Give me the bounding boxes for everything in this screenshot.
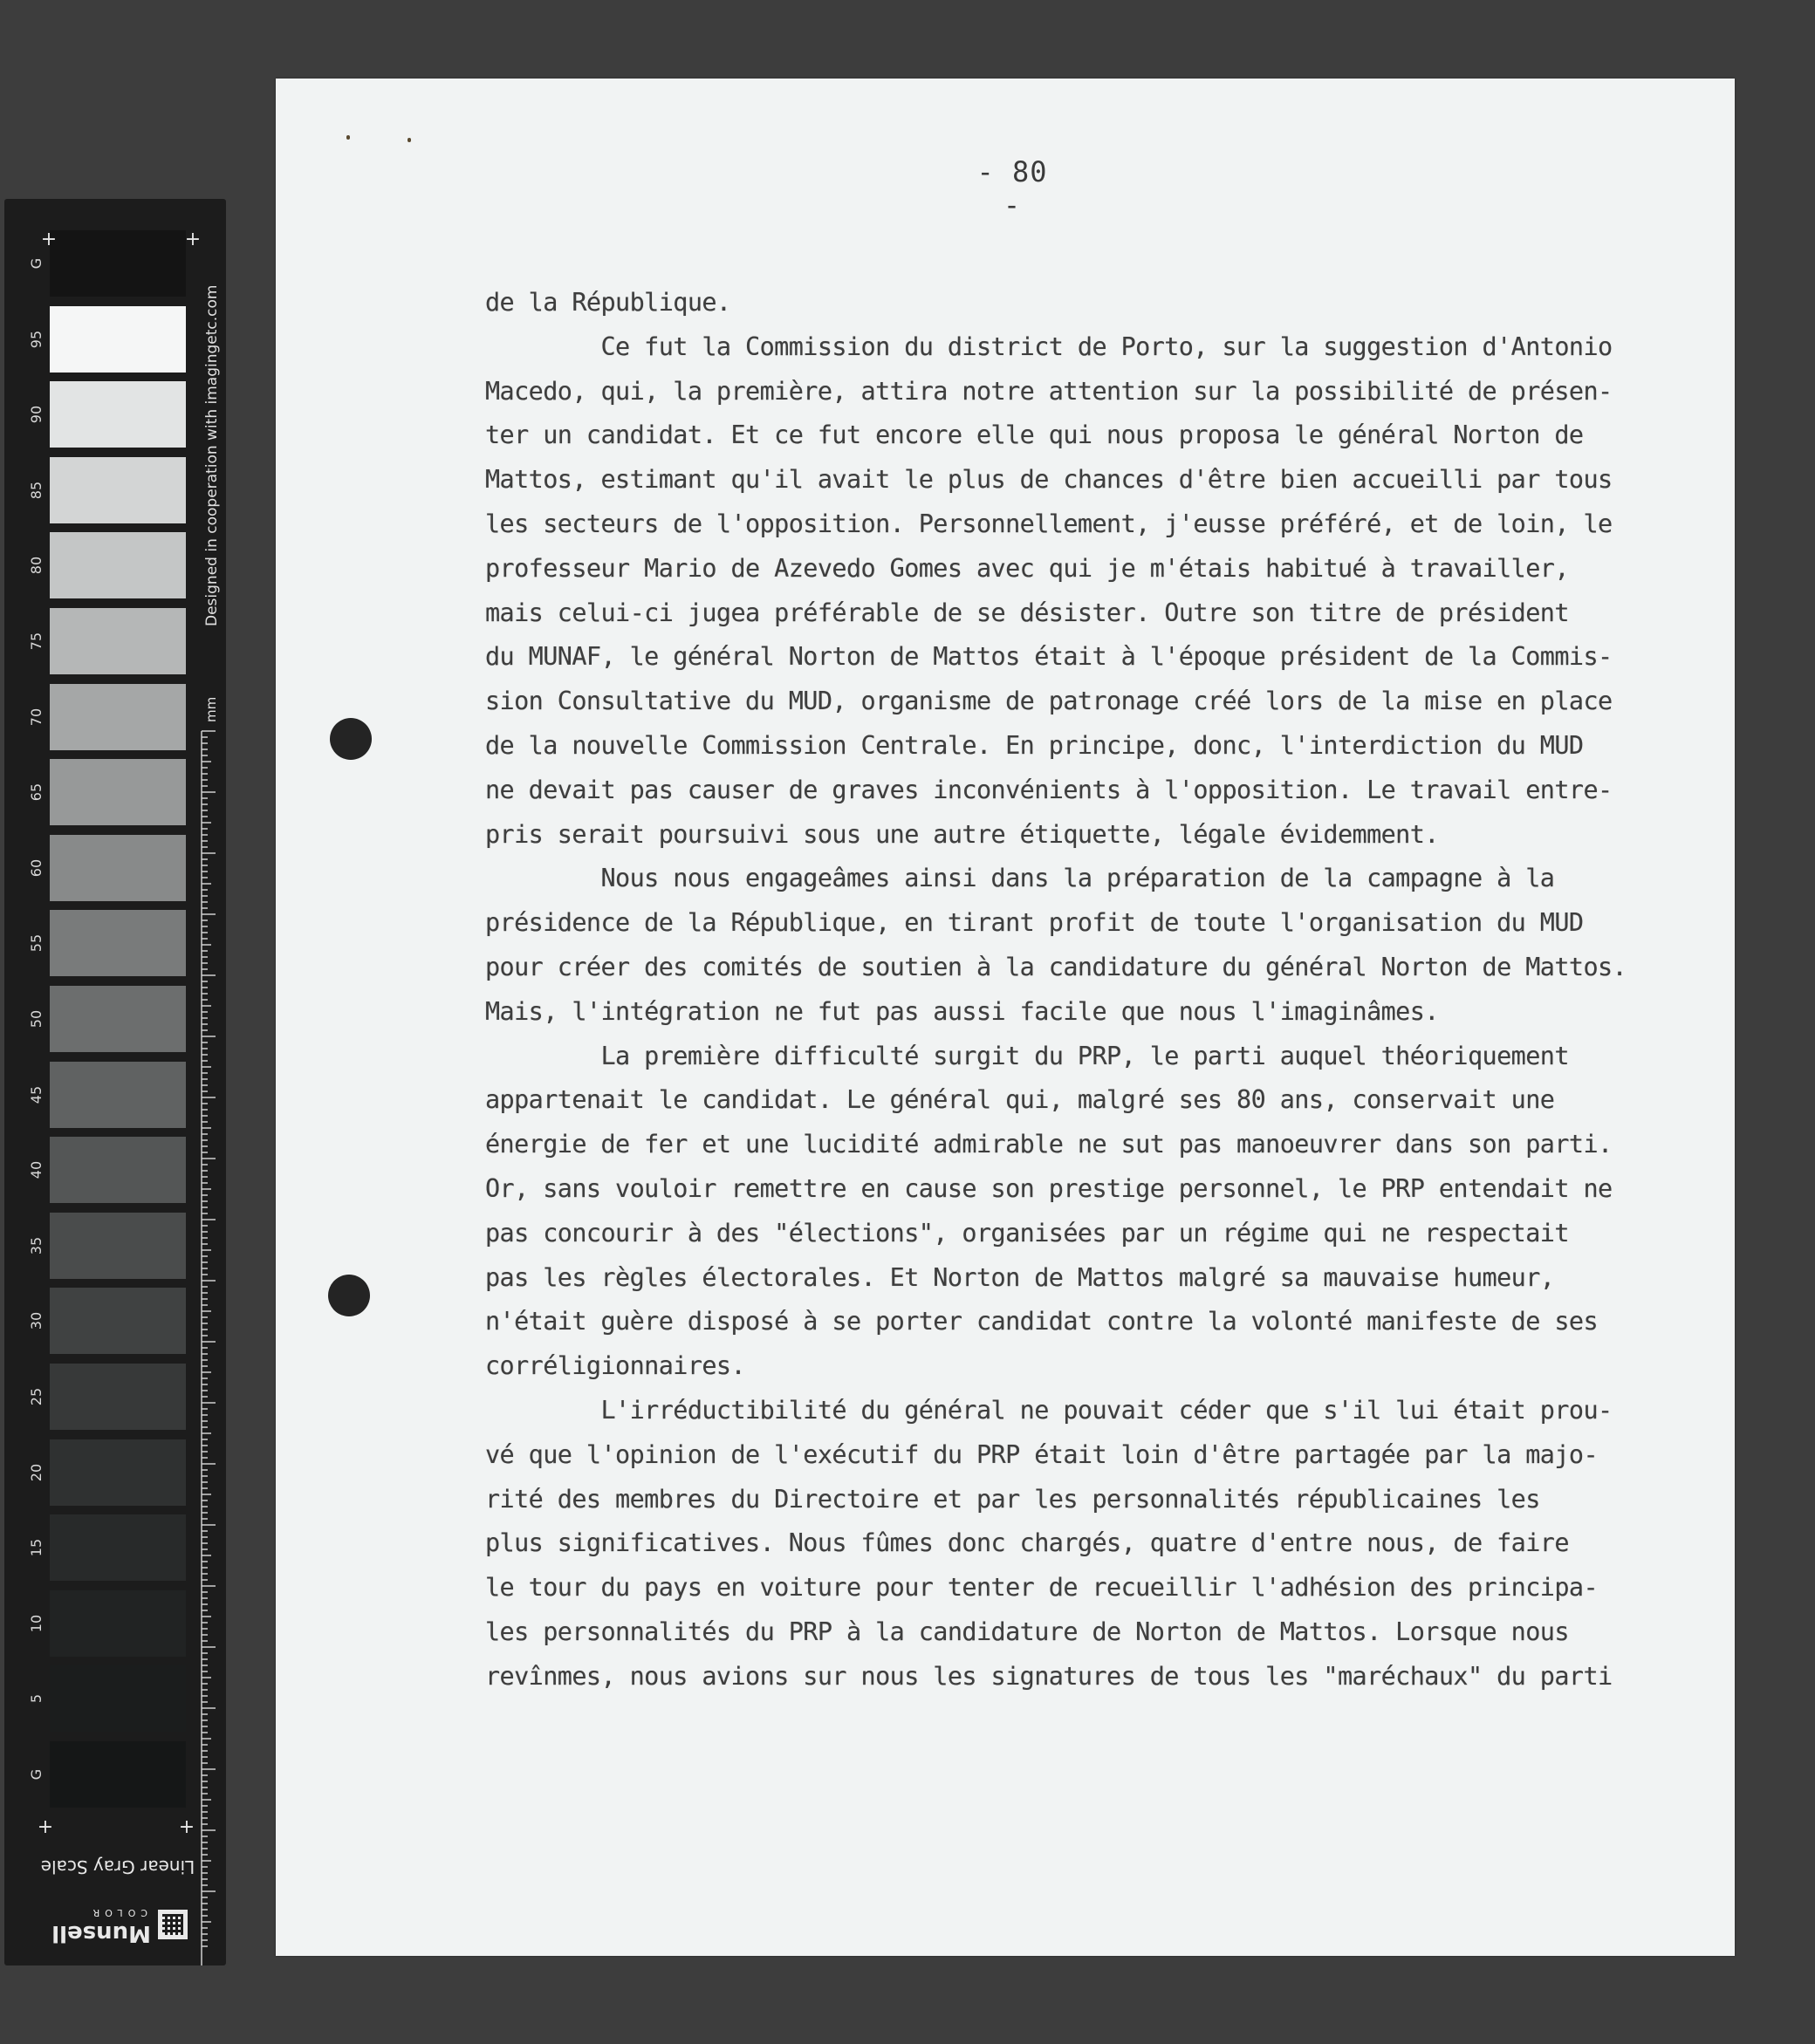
text-line: énergie de fer et une lucidité admirable ne sut pas manoeuvrer dans son parti. — [485, 1130, 1613, 1159]
text-line: de la République. — [485, 288, 731, 317]
text-line: Ce fut la Commission du district de Porto, sur la suggestion d'Antonio — [485, 332, 1613, 361]
gray-patch-label: 60 — [28, 858, 45, 877]
registration-mark-bottom-right: + — [178, 1816, 195, 1838]
page-number: - 80 - — [976, 155, 1048, 222]
gray-patch-label: 30 — [28, 1312, 45, 1330]
gray-patch — [50, 1514, 186, 1581]
text-line: ne devait pas causer de graves inconvénients à l'opposition. Le travail entre- — [485, 775, 1613, 804]
gray-patch-label: 5 — [28, 1694, 45, 1704]
gray-patch — [50, 532, 186, 598]
gray-patch-label: 85 — [28, 481, 45, 499]
text-line: L'irréductibilité du général ne pouvait céder que s'il lui était prou- — [485, 1395, 1613, 1425]
gray-patch-label: 75 — [28, 632, 45, 651]
gray-patch — [50, 759, 186, 825]
munsell-brand-sub: COLOR — [87, 1907, 147, 1918]
munsell-grid-icon — [158, 1910, 188, 1939]
munsell-brand-name: Munsell — [51, 1920, 151, 1946]
registration-mark-top-right: + — [184, 229, 202, 250]
gray-patch-label: 10 — [28, 1614, 45, 1632]
text-line: les secteurs de l'opposition. Personnellement, j'eusse préféré, et de loin, le — [485, 509, 1613, 538]
gray-patch — [50, 684, 186, 750]
mm-ruler — [200, 722, 226, 1970]
gray-patch — [50, 381, 186, 448]
gray-patch-label: G — [28, 257, 45, 270]
ruler-unit-label: mm — [203, 696, 219, 722]
gray-patch — [50, 910, 186, 976]
text-line: mais celui-ci jugea préférable de se désister. Outre son titre de président — [485, 598, 1569, 627]
designed-by-text: Designed in cooperation with imagingetc.com — [203, 284, 221, 626]
gray-patch — [50, 1364, 186, 1430]
text-line: revînmes, nous avions sur nous les signatures de tous les "maréchaux" du parti — [485, 1661, 1613, 1691]
text-line: du MUNAF, le général Norton de Mattos était à l'époque président de la Commis- — [485, 642, 1613, 672]
linear-gray-scale-title: Linear Gray Scale — [40, 1856, 195, 1877]
text-line: pas concourir à des "élections", organisées par un régime qui ne respectait — [485, 1218, 1569, 1248]
text-line: professeur Mario de Azevedo Gomes avec qui je m'étais habitué à travailler, — [485, 553, 1569, 583]
gray-patch-label: 55 — [28, 934, 45, 953]
text-line: Mais, l'intégration ne fut pas aussi facile que nous l'imaginâmes. — [485, 996, 1439, 1026]
registration-mark-top-left: + — [40, 229, 58, 250]
gray-patch-label: 25 — [28, 1387, 45, 1406]
text-line: Or, sans vouloir remettre en cause son prestige personnel, le PRP entendait ne — [485, 1173, 1613, 1203]
text-line: La première difficulté surgit du PRP, le parti auquel théoriquement — [485, 1041, 1569, 1070]
gray-patch — [50, 306, 186, 373]
gray-scale-patches — [4, 199, 226, 1965]
gray-scale-card — [4, 199, 226, 1965]
punch-hole-lower — [328, 1275, 370, 1316]
text-line: le tour du pays en voiture pour tenter de recueillir l'adhésion des principa- — [485, 1573, 1599, 1603]
munsell-logo — [22, 1896, 196, 1948]
text-line: de la nouvelle Commission Centrale. En principe, donc, l'interdiction du MUD — [485, 730, 1584, 760]
text-line: présidence de la République, en tirant profit de toute l'organisation du MUD — [485, 908, 1584, 938]
gray-patch — [50, 1288, 186, 1354]
gray-patch-label: G — [28, 1768, 45, 1781]
text-line: les personnalités du PRP à la candidature de Norton de Mattos. Lorsque nous — [485, 1617, 1569, 1646]
gray-patch-label: 80 — [28, 557, 45, 575]
gray-patch — [50, 230, 186, 297]
text-line: rité des membres du Directoire et par les personnalités républicaines les — [485, 1484, 1540, 1514]
paper-speck — [346, 135, 350, 140]
gray-patch — [50, 1590, 186, 1657]
text-line: Macedo, qui, la première, attira notre attention sur la possibilité de présen- — [485, 376, 1613, 406]
gray-patch-label: 50 — [28, 1009, 45, 1029]
gray-patch-label: 35 — [28, 1236, 45, 1254]
gray-patch-label: 65 — [28, 783, 45, 802]
gray-patch-label: 95 — [28, 330, 45, 348]
text-line: ter un candidat. Et ce fut encore elle qui nous proposa le général Norton de — [485, 420, 1584, 450]
gray-patch-label: 70 — [28, 708, 45, 726]
registration-mark-bottom-left: + — [37, 1816, 54, 1838]
gray-patch — [50, 1741, 186, 1808]
gray-patch — [50, 1439, 186, 1506]
punch-hole-upper — [330, 718, 372, 760]
gray-patch-label: 15 — [28, 1539, 45, 1557]
text-line: corréligionnaires. — [485, 1351, 746, 1381]
document-body-text — [485, 281, 1707, 1699]
text-line: plus significatives. Nous fûmes donc chargés, quatre d'entre nous, de faire — [485, 1528, 1569, 1558]
gray-patch-label: 90 — [28, 406, 45, 424]
gray-patch — [50, 986, 186, 1052]
gray-patch-label: 40 — [28, 1161, 45, 1179]
text-line: n'était guère disposé à se porter candidat contre la volonté manifeste de ses — [485, 1307, 1599, 1336]
gray-patch — [50, 1213, 186, 1279]
gray-patch — [50, 1137, 186, 1203]
text-line: sion Consultative du MUD, organisme de patronage créé lors de la mise en place — [485, 687, 1613, 716]
gray-patch-label: 20 — [28, 1463, 45, 1481]
gray-patch — [50, 835, 186, 901]
paper-speck — [408, 138, 411, 142]
text-line: appartenait le candidat. Le général qui, malgré ses 80 ans, conservait une — [485, 1085, 1555, 1115]
gray-patch — [50, 608, 186, 674]
gray-patch — [50, 1665, 186, 1732]
text-line: pas les règles électorales. Et Norton de Mattos malgré sa mauvaise humeur, — [485, 1262, 1555, 1292]
text-line: pour créer des comités de soutien à la candidature du général Norton de Mattos. — [485, 952, 1627, 981]
text-line: Nous nous engageâmes ainsi dans la préparation de la campagne à la — [485, 864, 1555, 893]
gray-patch — [50, 457, 186, 523]
gray-patch — [50, 1062, 186, 1128]
gray-patch-label: 45 — [28, 1085, 45, 1104]
text-line: Mattos, estimant qu'il avait le plus de chances d'être bien accueilli par tous — [485, 465, 1613, 495]
text-line: vé que l'opinion de l'exécutif du PRP était loin d'être partagée par la majo- — [485, 1439, 1599, 1469]
text-line: pris serait poursuivi sous une autre étiquette, légale évidemment. — [485, 819, 1439, 849]
